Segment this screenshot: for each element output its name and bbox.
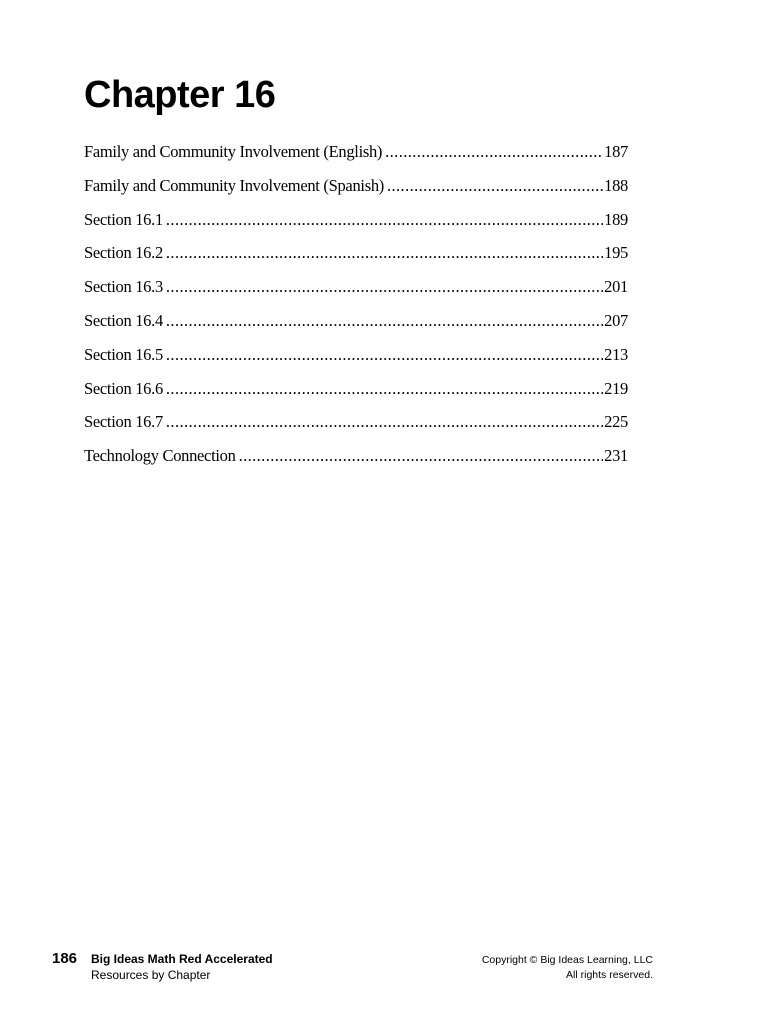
toc-entry[interactable] [84,176,628,210]
footer-page-number: 186 [52,950,78,967]
toc-entry[interactable] [84,243,628,277]
dot-leader [166,412,603,432]
footer-book-subtitle: Resources by Chapter [91,968,211,982]
dot-leader [166,243,603,263]
footer-book-info [91,951,273,983]
toc-entry[interactable] [84,210,628,244]
copyright-text: Copyright © Big Ideas Learning, LLC [481,954,653,966]
dot-leader [385,142,603,162]
toc-entry-label: Section 16.6 [84,378,163,398]
toc-entry-label: Technology Connection [84,446,236,466]
toc-entry-page: 213 [604,344,628,364]
toc-entry[interactable] [84,277,628,311]
toc-entry-page: 201 [604,277,628,297]
rights-text: All rights reserved. [566,969,653,981]
toc-entry-page: 219 [604,378,628,398]
dot-leader [166,311,603,331]
table-of-contents [84,142,628,480]
toc-entry-page: 188 [604,175,628,195]
dot-leader [166,210,603,230]
toc-entry[interactable] [84,142,628,176]
toc-entry-label: Section 16.4 [84,310,163,330]
footer-copyright [482,953,653,983]
toc-entry[interactable] [84,379,628,413]
toc-entry-label: Family and Community Involvement (English) [84,142,383,161]
chapter-title: Chapter 16 [84,74,276,116]
toc-entry[interactable] [84,412,628,446]
toc-entry-label: Section 16.2 [84,243,163,263]
toc-entry-page: 189 [604,209,628,229]
toc-entry-label: Section 16.5 [84,344,163,364]
dot-leader [166,277,603,297]
toc-entry-page: 225 [604,412,628,432]
dot-leader [239,446,604,466]
toc-entry[interactable] [84,311,628,345]
toc-entry-page: 207 [604,310,628,330]
toc-entry-page: 195 [604,243,628,263]
toc-entry-label: Section 16.3 [84,277,163,297]
toc-entry-page: 231 [604,446,628,466]
toc-entry-label: Section 16.7 [84,412,163,432]
toc-entry-label: Section 16.1 [84,209,163,229]
footer-book-title: Big Ideas Math Red Accelerated [91,952,273,966]
dot-leader [166,345,603,365]
toc-entry-page: 187 [604,142,628,161]
dot-leader [387,176,603,196]
dot-leader [166,379,603,399]
toc-entry[interactable] [84,446,628,480]
toc-entry[interactable] [84,345,628,379]
toc-entry-label: Family and Community Involvement (Spanish) [84,175,384,195]
